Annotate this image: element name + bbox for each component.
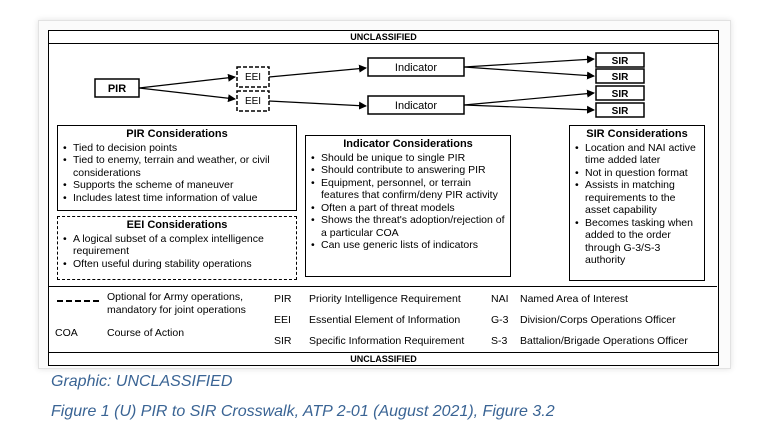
legend-nai-def: Named Area of Interest [520, 293, 628, 305]
sir-consideration-item: • Assists in matching requirements to the asset capability [575, 179, 699, 217]
sir-node-2-label: SIR [611, 72, 629, 83]
legend-pir-abbr: PIR [274, 293, 292, 305]
pir-to-eei-bottom-arrow [139, 88, 235, 99]
sir-node-3-label: SIR [611, 89, 629, 100]
legend-dashed-desc-1: Optional for Army operations, [107, 291, 243, 303]
pir-to-eei-top-arrow [139, 77, 235, 88]
legend-pir-def: Priority Intelligence Requirement [309, 293, 461, 305]
graphic-classification-caption: Graphic: UNCLASSIFIED [51, 373, 233, 390]
pir-node-label: PIR [107, 83, 127, 95]
legend-s3-abbr: S-3 [491, 335, 508, 347]
pir-considerations-box [57, 125, 297, 211]
indicator-considerations-title: Indicator Considerations [343, 138, 473, 150]
classification-banner-bottom: UNCLASSIFIED [49, 352, 718, 365]
indicator-consideration-item: • Can use generic lists of indicators [311, 239, 505, 252]
indicator-node-top-label: Indicator [394, 62, 438, 74]
indicator-consideration-item: • Equipment, personnel, or terrain features that confirm/deny PIR activity [311, 177, 505, 202]
indicator-to-sir-3-arrow [464, 93, 594, 105]
legend [49, 286, 717, 351]
legend-s3-def: Battalion/Brigade Operations Officer [520, 335, 688, 347]
eei-consideration-item: • A logical subset of a complex intelligence requirement [63, 233, 291, 258]
legend-g3-def: Division/Corps Operations Officer [520, 314, 676, 326]
indicator-considerations-box [305, 135, 511, 277]
legend-sir-abbr: SIR [274, 335, 292, 347]
indicator-consideration-item: • Shows the threat's adoption/rejection of a particular COA [311, 214, 505, 239]
pir-consideration-item: • Includes latest time information of value [63, 192, 291, 205]
legend-coa-abbr: COA [55, 327, 78, 339]
dashed-line-legend-symbol [57, 299, 101, 303]
indicator-to-sir-1-arrow [464, 59, 594, 67]
pir-considerations-title: PIR Considerations [126, 128, 228, 140]
classification-banner-top: UNCLASSIFIED [49, 31, 718, 44]
sir-node-1-label: SIR [611, 56, 629, 67]
crosswalk-figure [48, 30, 719, 366]
eei-consideration-item: • Often useful during stability operations [63, 258, 291, 271]
eei-node-bottom-label: EEI [244, 96, 262, 107]
legend-eei-abbr: EEI [274, 314, 291, 326]
eei-to-indicator-top-arrow [269, 68, 366, 77]
eei-node-top-label: EEI [244, 72, 262, 83]
eei-to-indicator-bottom-arrow [269, 101, 366, 106]
sir-consideration-item: • Location and NAI active time added later [575, 142, 699, 167]
pir-consideration-item: • Supports the scheme of maneuver [63, 179, 291, 192]
sir-considerations-title: SIR Considerations [586, 128, 688, 140]
indicator-to-sir-4-arrow [464, 105, 594, 110]
sir-consideration-item: • Not in question format [575, 167, 699, 180]
sir-consideration-item: • Becomes tasking when added to the order through G-3/S-3 authority [575, 217, 699, 267]
legend-dashed-desc-2: mandatory for joint operations [107, 304, 246, 316]
indicator-to-sir-2-arrow [464, 67, 594, 76]
legend-g3-abbr: G-3 [491, 314, 509, 326]
indicator-consideration-item: • Often a part of threat models [311, 202, 505, 215]
sir-considerations-box [569, 125, 705, 281]
pir-consideration-item: • Tied to decision points [63, 142, 291, 155]
legend-nai-abbr: NAI [491, 293, 509, 305]
indicator-consideration-item: • Should contribute to answering PIR [311, 164, 505, 177]
indicator-node-bottom-label: Indicator [394, 100, 438, 112]
eei-considerations-title: EEI Considerations [126, 219, 228, 231]
legend-coa-def: Course of Action [107, 327, 185, 339]
eei-considerations-box [57, 216, 297, 280]
legend-sir-def: Specific Information Requirement [309, 335, 465, 347]
figure-caption: Figure 1 (U) PIR to SIR Crosswalk, ATP 2-01 (August 2021), Figure 3.2 [51, 403, 555, 420]
sir-node-4-label: SIR [611, 106, 629, 117]
legend-eei-def: Essential Element of Information [309, 314, 461, 326]
pir-sir-flow-diagram [49, 45, 717, 123]
indicator-consideration-item: • Should be unique to single PIR [311, 152, 505, 165]
pir-consideration-item: • Tied to enemy, terrain and weather, or civil considerations [63, 154, 291, 179]
